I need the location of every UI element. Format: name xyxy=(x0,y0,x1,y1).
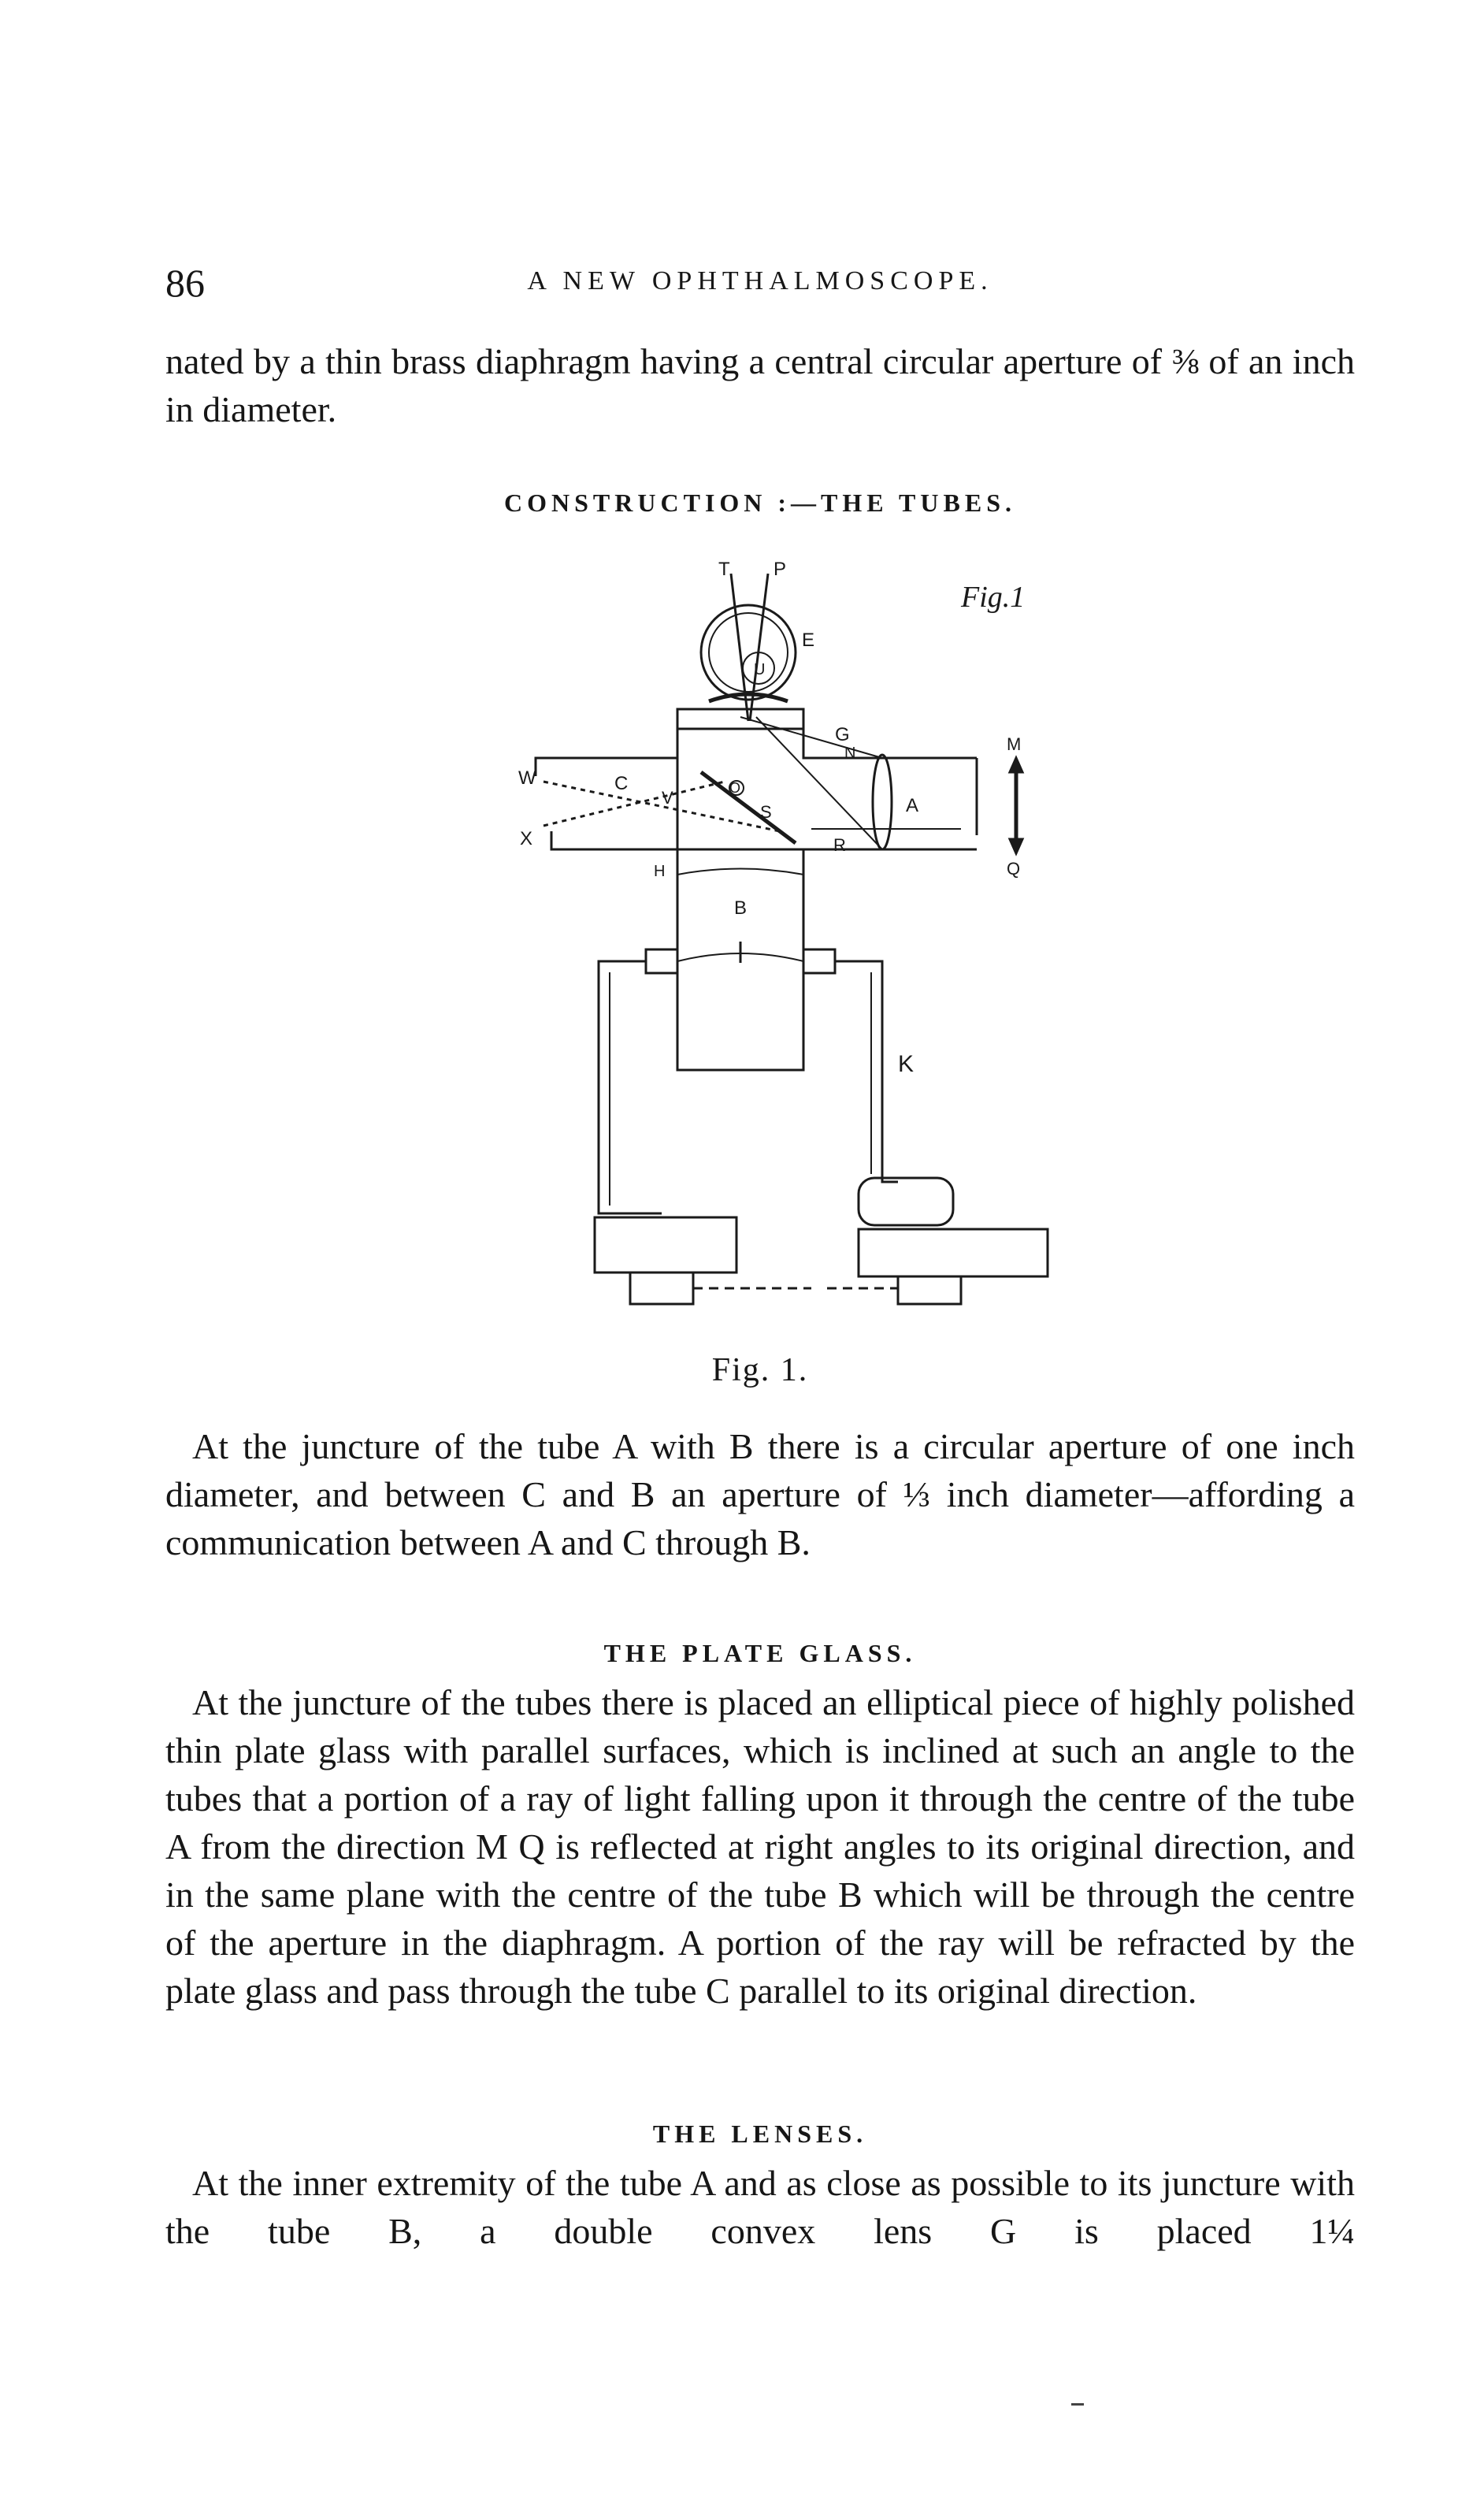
label-p: P xyxy=(774,559,787,580)
top-cap xyxy=(677,709,803,729)
label-c: C xyxy=(614,773,629,794)
stray-mark xyxy=(1071,2403,1084,2406)
eye-circle xyxy=(701,605,796,700)
collar-left xyxy=(646,949,677,973)
label-q: Q xyxy=(1007,859,1021,879)
frame-left xyxy=(599,961,662,1213)
label-t: T xyxy=(718,559,730,580)
arrow-mq-top xyxy=(1010,758,1022,772)
paragraph-plate-glass: At the juncture of the tubes there is placed an elliptical piece of highly polished thin plate glass with parallel surfaces, which is inclined at such an angle to the tubes that a portion of a ray of light falling upon it through the centre of the tube A from the direction M Q is reflected at right angles to its original direction, and in the same plane with the centre of the tube B which will be through the centre of the aperture in the diaphragm. A portion of the ray will be refracted by the plate glass and pass through the tube C parallel to its original direction. xyxy=(165,1682,1355,2011)
label-k: K xyxy=(898,1051,915,1077)
figure-caption: Fig. 1. xyxy=(711,1352,809,1388)
label-x: X xyxy=(520,828,533,849)
label-v: V xyxy=(662,788,673,808)
paragraph-lenses: At the inner extremity of the tube A and as close as possible to its juncture with the tube B, a double convex lens G is placed 1¼ xyxy=(165,2163,1355,2251)
label-u: U xyxy=(754,661,766,678)
ray-x xyxy=(544,782,725,826)
heading-plate-glass: THE PLATE GLASS. xyxy=(603,1639,917,1667)
base-left xyxy=(595,1217,736,1273)
tube-c-top xyxy=(536,758,677,776)
continuation-paragraph: nated by a thin brass diaphragm having a central circular aperture of ⅜ of an inch in diameter. xyxy=(165,341,1355,429)
frame-right xyxy=(835,961,898,1182)
label-o: O xyxy=(729,780,741,796)
foot-right xyxy=(898,1276,961,1304)
label-b: B xyxy=(734,897,748,919)
label-m: M xyxy=(1007,734,1022,754)
foot-left xyxy=(630,1273,693,1304)
heading-construction: CONSTRUCTION :—THE TUBES. xyxy=(504,489,1016,517)
running-title: A NEW OPHTHALMOSCOPE. xyxy=(527,266,993,295)
ophthalmoscope-diagram xyxy=(441,552,1071,1387)
label-s: S xyxy=(760,802,772,822)
ophthalmoscope-figure xyxy=(441,552,1071,1387)
label-r: R xyxy=(833,835,846,855)
label-h: H xyxy=(654,863,666,880)
paragraph-juncture: At the juncture of the tube A with B there is a circular aperture of one inch diameter, and between C and B an aperture of ⅓ inch diameter—affording a communication between A and C through B. xyxy=(165,1426,1355,1562)
label-g: G xyxy=(835,724,850,745)
heading-lenses: THE LENSES. xyxy=(652,2120,868,2148)
page-number: 86 xyxy=(165,261,205,305)
tube-b-lens-top xyxy=(677,869,803,875)
label-e: E xyxy=(802,630,815,651)
tube-c-bottom xyxy=(551,831,677,849)
label-n: N xyxy=(844,745,856,762)
label-w: W xyxy=(518,767,536,789)
arrow-mq-bottom xyxy=(1010,839,1022,853)
tube-a-top xyxy=(677,729,977,758)
label-fig-handwritten: Fig.1 xyxy=(961,581,1026,614)
label-a: A xyxy=(906,795,919,816)
plate-glass xyxy=(701,772,796,843)
collar-right xyxy=(803,949,835,973)
base-right xyxy=(859,1229,1048,1276)
running-head xyxy=(165,260,1355,307)
lens-g xyxy=(873,755,892,849)
base-right-round xyxy=(859,1178,953,1225)
